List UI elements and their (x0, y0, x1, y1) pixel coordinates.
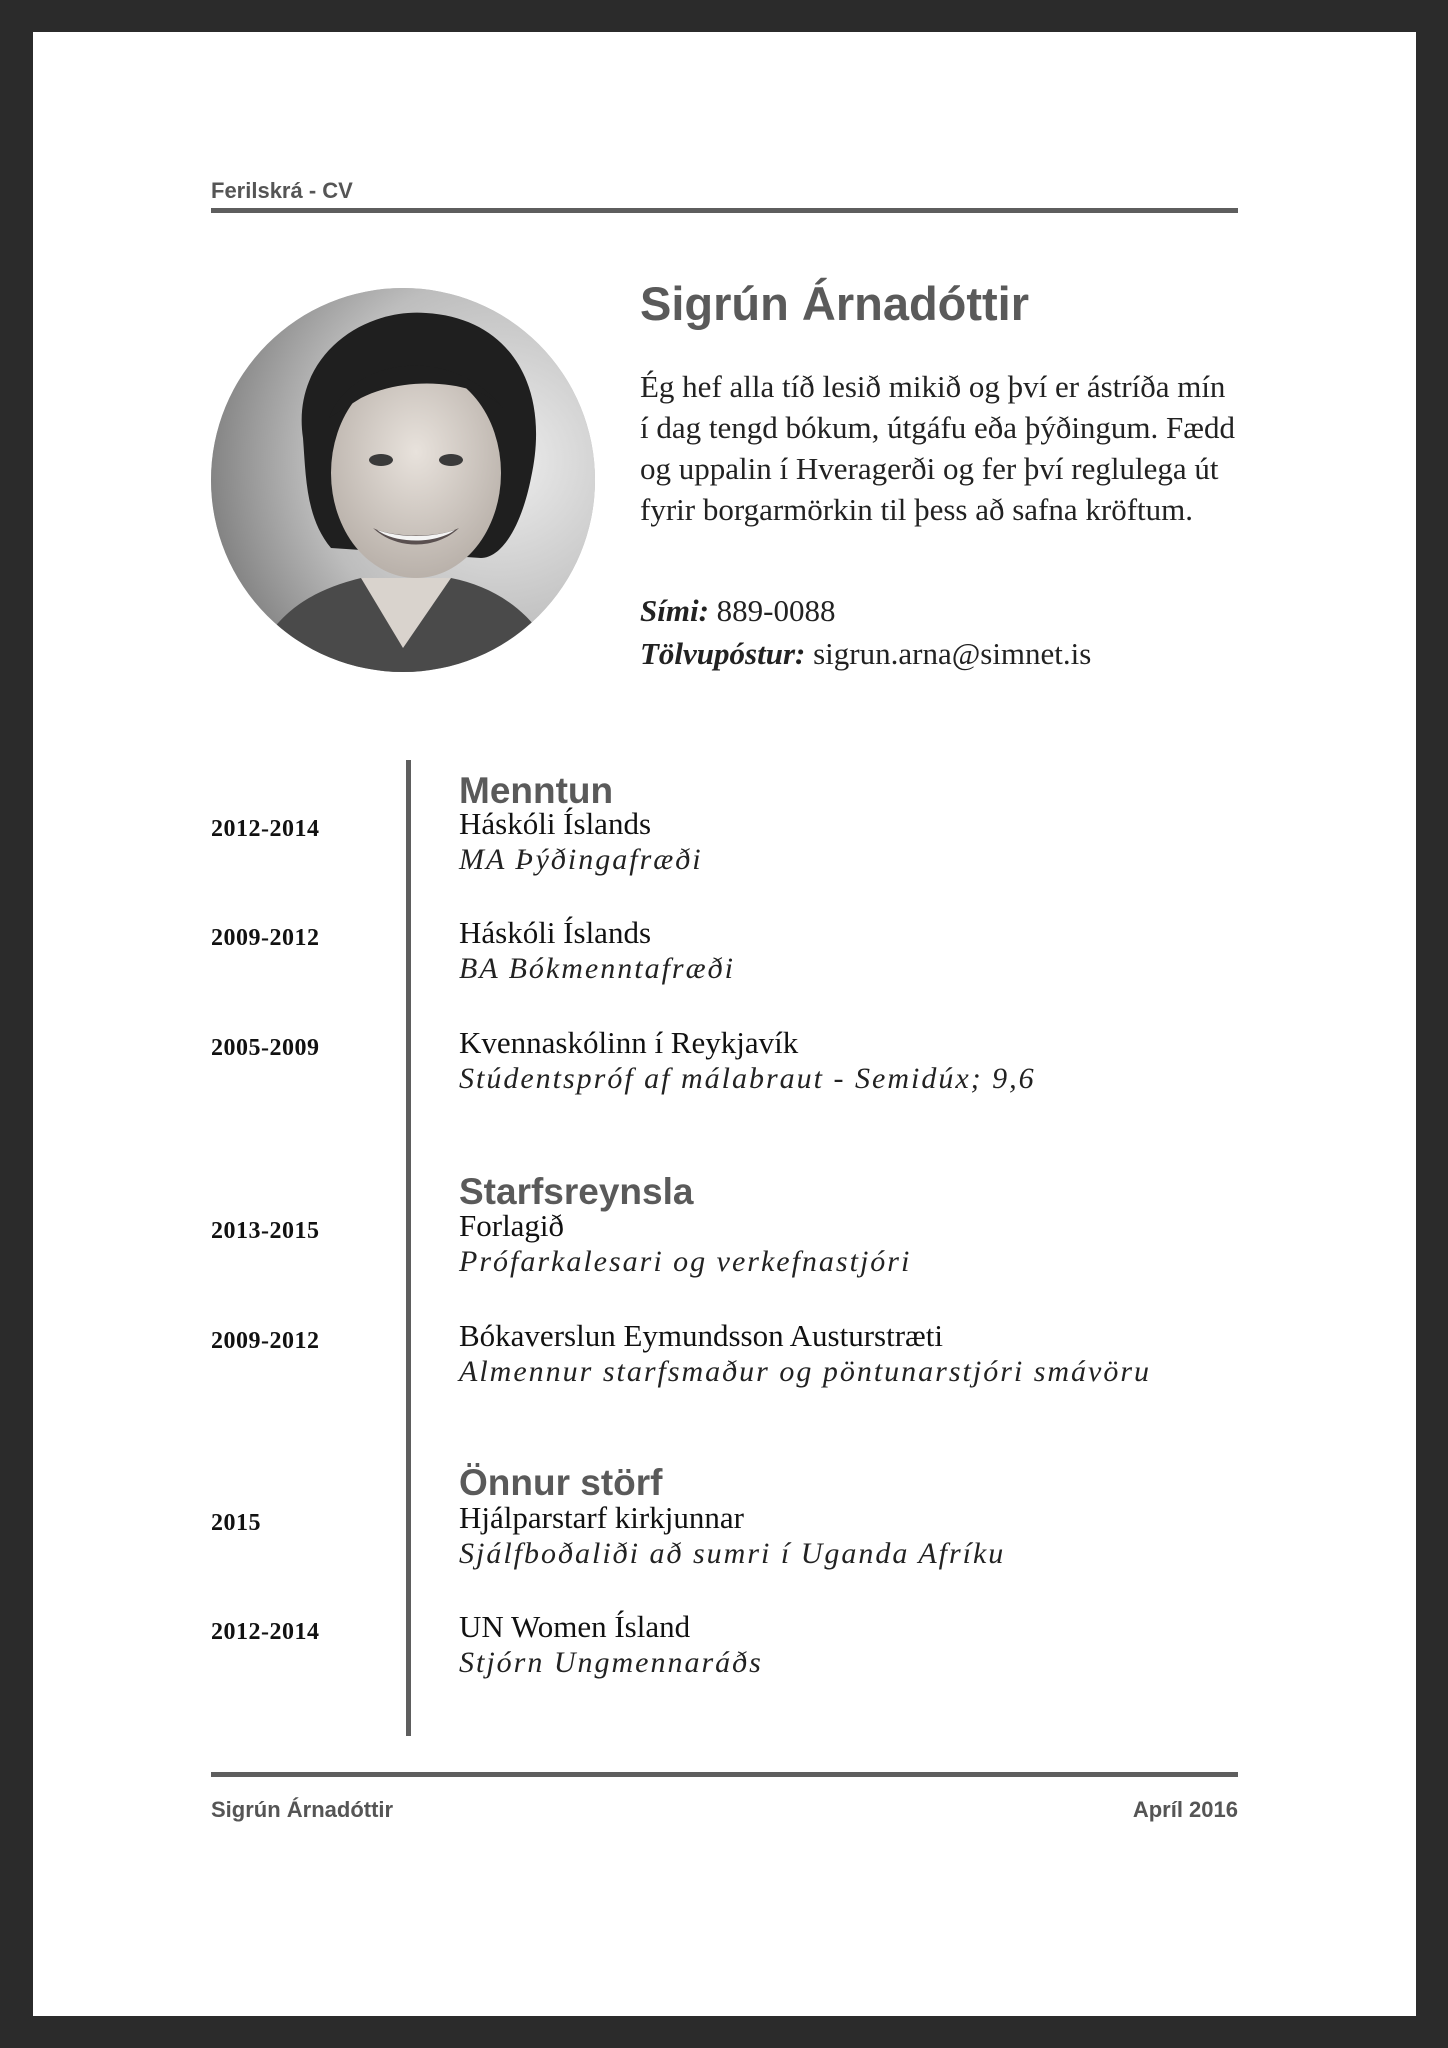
entry-institution: Háskóli Íslands (459, 915, 652, 950)
timeline-divider (406, 760, 411, 1736)
section-title-other-work: Önnur störf (459, 1462, 663, 1503)
entry-years: 2005-2009 (211, 1035, 320, 1061)
entry-role: BA Bókmenntafræði (459, 952, 735, 985)
entry-years: 2012-2014 (211, 816, 320, 842)
entry-years: 2012-2014 (211, 1619, 320, 1645)
section-title-education: Menntun (459, 770, 614, 811)
phone-row (640, 589, 1091, 632)
footer-date: Apríl 2016 (1132, 1797, 1238, 1822)
profile-photo (211, 288, 595, 672)
entry-institution: UN Women Ísland (459, 1609, 691, 1644)
phone-label: Sími: (640, 593, 709, 628)
contact-info (640, 589, 1091, 675)
header-divider (211, 208, 1238, 213)
entry-institution: Forlagið (459, 1208, 565, 1243)
bio-text: Ég hef alla tíð lesið mikið og því er ástríða mín í dag tengd bókum, útgáfu eða þýðingum. Fædd og uppalin í Hveragerði og fer því reglulega út fyrir borgarmörkin til þess að safna kröftum. (640, 369, 1235, 527)
entry-institution: Bókaverslun Eymundsson Austurstræti (459, 1318, 943, 1353)
person-name: Sigrún Árnadóttir (640, 277, 1030, 330)
email-row (640, 632, 1091, 675)
email-label: Tölvupóstur: (640, 636, 806, 671)
phone-value: 889-0088 (716, 593, 836, 628)
entry-years: 2013-2015 (211, 1218, 320, 1244)
entry-years: 2015 (211, 1510, 261, 1536)
footer-divider (211, 1772, 1238, 1777)
email-value[interactable]: sigrun.arna@simnet.is (813, 636, 1092, 671)
cv-page (33, 32, 1416, 2016)
entry-institution: Kvennaskólinn í Reykjavík (459, 1025, 799, 1060)
entry-role: Stjórn Ungmennaráðs (459, 1646, 763, 1679)
entry-institution: Hjálparstarf kirkjunnar (459, 1500, 744, 1535)
entry-role: MA Þýðingafræði (459, 843, 703, 876)
entry-role: Sjálfboðaliði að sumri í Uganda Afríku (459, 1537, 1006, 1570)
section-title-experience: Starfsreynsla (459, 1171, 694, 1212)
entry-institution: Háskóli Íslands (459, 806, 652, 841)
portrait-image (211, 288, 595, 672)
entry-years: 2009-2012 (211, 925, 320, 951)
header-label: Ferilskrá - CV (211, 178, 353, 203)
entry-role: Almennur starfsmaður og pöntunarstjóri smávöru (459, 1355, 1152, 1388)
footer-name: Sigrún Árnadóttir (211, 1797, 394, 1822)
entry-role: Prófarkalesari og verkefnastjóri (459, 1245, 912, 1278)
entry-years: 2009-2012 (211, 1328, 320, 1354)
entry-role: Stúdentspróf af málabraut - Semidúx; 9,6 (459, 1062, 1036, 1095)
